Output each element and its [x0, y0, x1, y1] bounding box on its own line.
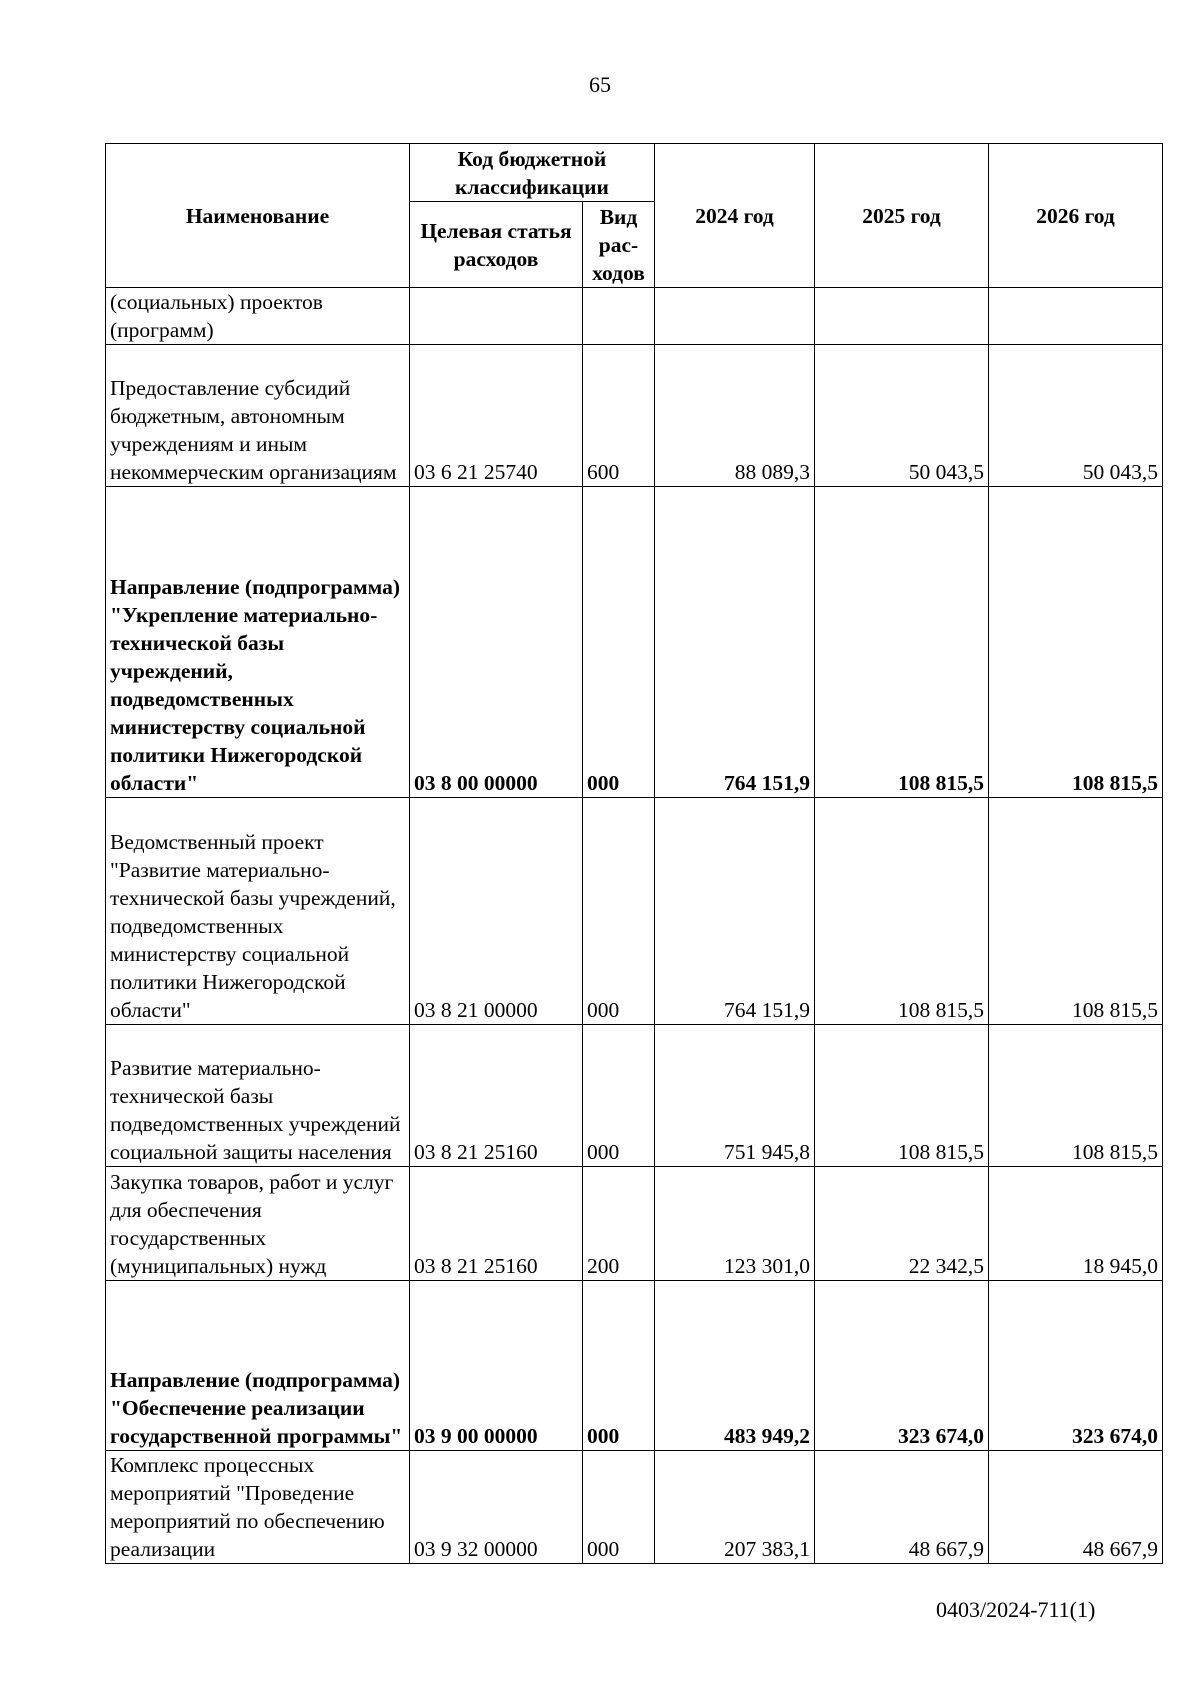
table-body — [106, 288, 1163, 1564]
row-name: Комплекс процессных мероприятий "Проведение мероприятий по обеспечению реализации — [106, 1451, 410, 1564]
document-id: 0403/2024-711(1) — [936, 1597, 1096, 1622]
row-2026: 323 674,0 — [989, 1281, 1163, 1451]
row-name: Развитие материально-технической базы подведомственных учреждений социальной защиты населения — [106, 1025, 410, 1167]
row-2024: 751 945,8 — [655, 1025, 815, 1167]
row-2024: 123 301,0 — [655, 1167, 815, 1281]
table-row — [106, 1025, 1163, 1167]
row-2026 — [989, 288, 1163, 345]
table-row — [106, 1281, 1163, 1451]
row-name: Закупка товаров, работ и услуг для обеспечения государственных (муниципальных) нужд — [106, 1167, 410, 1281]
row-2024: 207 383,1 — [655, 1451, 815, 1564]
row-2024: 483 949,2 — [655, 1281, 815, 1451]
row-2026: 108 815,5 — [989, 798, 1163, 1025]
row-2026: 18 945,0 — [989, 1167, 1163, 1281]
row-code: 03 8 21 00000 — [410, 798, 583, 1025]
row-2026: 108 815,5 — [989, 487, 1163, 798]
row-2025: 108 815,5 — [815, 798, 989, 1025]
row-name: (социальных) проектов (программ) — [106, 288, 410, 345]
row-2025 — [815, 288, 989, 345]
row-2026: 50 043,5 — [989, 345, 1163, 487]
row-2025: 108 815,5 — [815, 1025, 989, 1167]
header-name: Наименование — [106, 144, 410, 288]
table-row — [106, 288, 1163, 345]
row-2026: 48 667,9 — [989, 1451, 1163, 1564]
row-code — [410, 288, 583, 345]
row-name: Предоставление субсидий бюджетным, автономным учреждениям и иным некоммерческим организациям — [106, 345, 410, 487]
row-kind: 000 — [583, 1281, 655, 1451]
row-2024 — [655, 288, 815, 345]
row-code: 03 9 00 00000 — [410, 1281, 583, 1451]
row-code: 03 8 21 25160 — [410, 1167, 583, 1281]
header-2025: 2025 год — [815, 144, 989, 288]
row-code: 03 8 21 25160 — [410, 1025, 583, 1167]
budget-table — [105, 143, 1163, 1564]
row-name: Направление (подпрограмма) "Укрепление материально-технической базы учреждений, подведомственных министерству социальной политики Нижегородской области" — [106, 487, 410, 798]
row-kind: 000 — [583, 1451, 655, 1564]
page-number: 65 — [589, 72, 611, 97]
row-2024: 764 151,9 — [655, 798, 815, 1025]
table-header — [106, 144, 1163, 288]
header-target-article: Целевая статья расходов — [410, 202, 583, 288]
header-2026: 2026 год — [989, 144, 1163, 288]
row-2024: 764 151,9 — [655, 487, 815, 798]
table-row — [106, 798, 1163, 1025]
header-2024: 2024 год — [655, 144, 815, 288]
row-2025: 323 674,0 — [815, 1281, 989, 1451]
table-row — [106, 1451, 1163, 1564]
row-kind: 000 — [583, 1025, 655, 1167]
row-2025: 22 342,5 — [815, 1167, 989, 1281]
table-row — [106, 487, 1163, 798]
table-row — [106, 345, 1163, 487]
row-code: 03 8 00 00000 — [410, 487, 583, 798]
row-2025: 50 043,5 — [815, 345, 989, 487]
row-code: 03 6 21 25740 — [410, 345, 583, 487]
row-2024: 88 089,3 — [655, 345, 815, 487]
row-kind: 600 — [583, 345, 655, 487]
row-2026: 108 815,5 — [989, 1025, 1163, 1167]
header-expense-kind: Вид рас-ходов — [583, 202, 655, 288]
table-row — [106, 1167, 1163, 1281]
row-name: Направление (подпрограмма) "Обеспечение реализации государственной программы" — [106, 1281, 410, 1451]
row-2025: 48 667,9 — [815, 1451, 989, 1564]
header-kbk: Код бюджетной классификации — [410, 144, 655, 202]
row-kind — [583, 288, 655, 345]
row-kind: 200 — [583, 1167, 655, 1281]
row-2025: 108 815,5 — [815, 487, 989, 798]
row-kind: 000 — [583, 798, 655, 1025]
row-kind: 000 — [583, 487, 655, 798]
row-name: Ведомственный проект "Развитие материально-технической базы учреждений, подведомственных министерству социальной политики Нижегородской области" — [106, 798, 410, 1025]
row-code: 03 9 32 00000 — [410, 1451, 583, 1564]
